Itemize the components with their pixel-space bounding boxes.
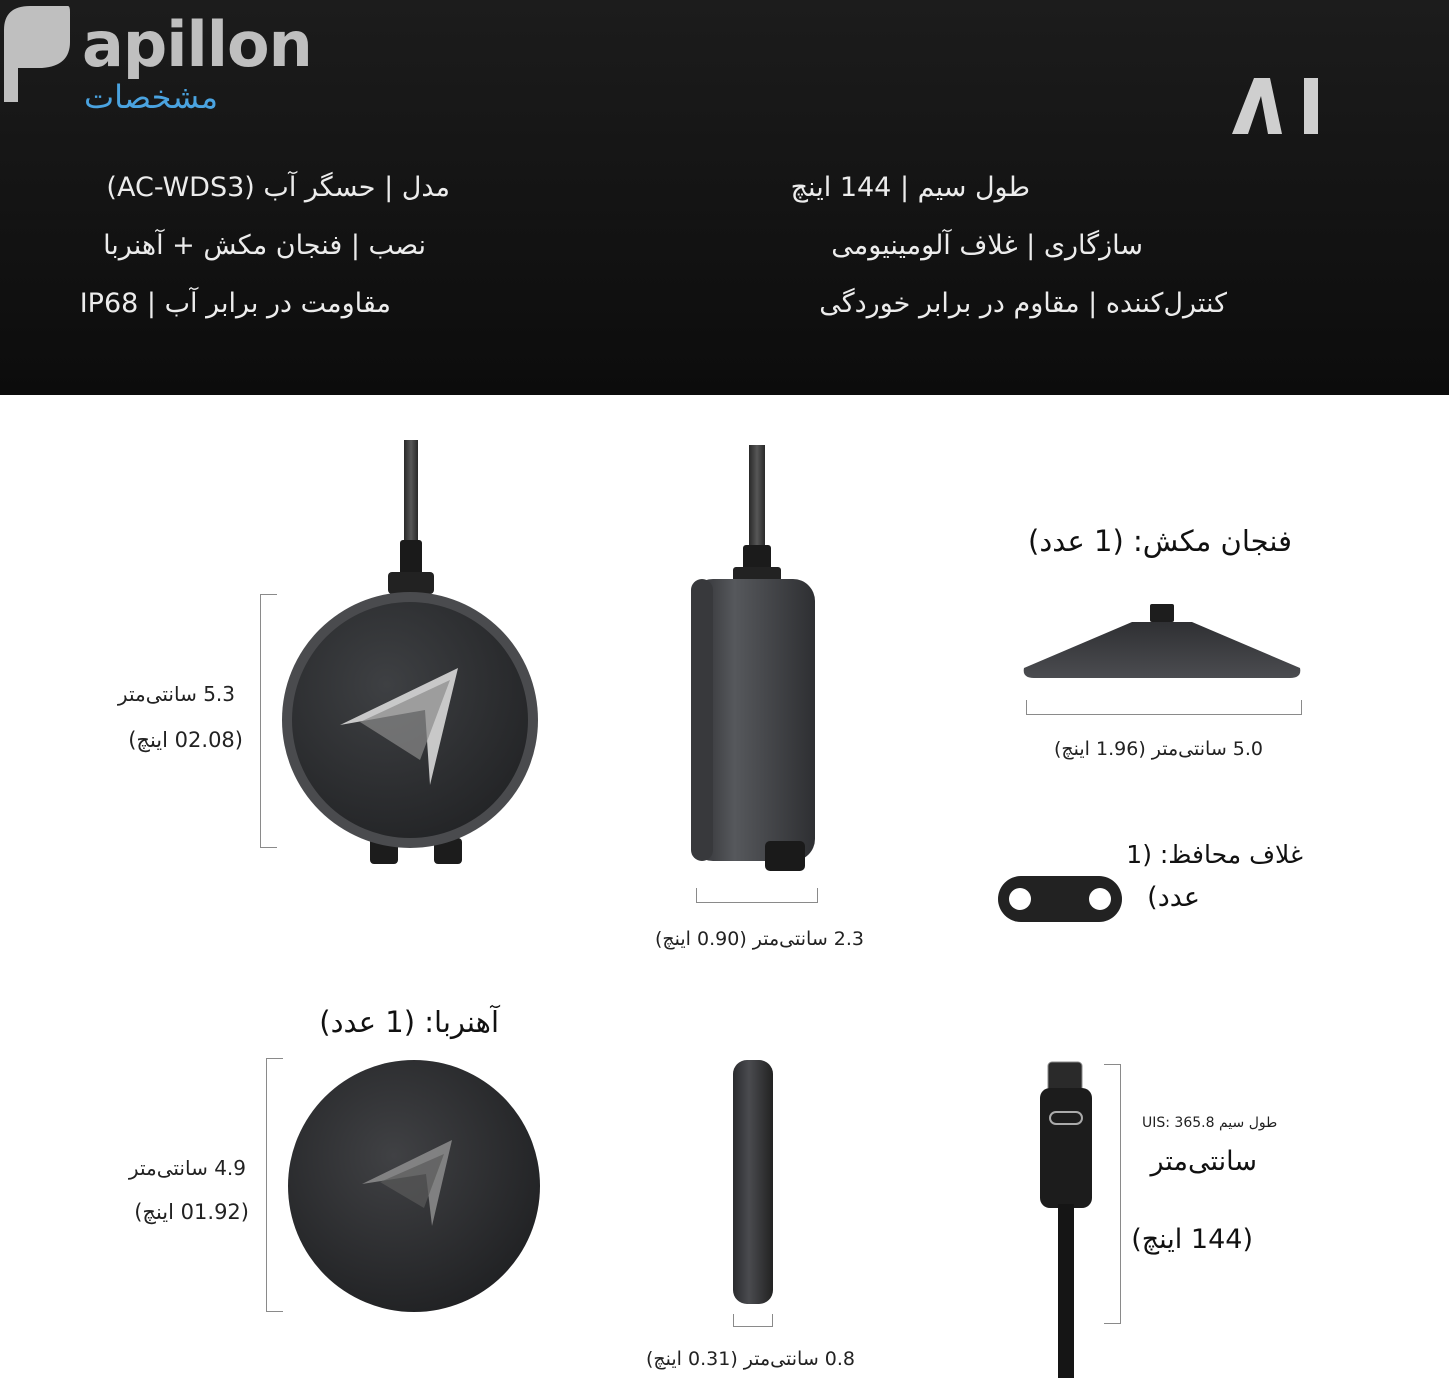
magnet-side-bracket xyxy=(733,1314,773,1327)
usb-c-cable-image xyxy=(1030,1058,1100,1378)
magnet-front-image xyxy=(284,1058,544,1314)
spec-cable-length: طول سیم | 144 اینچ xyxy=(790,172,1030,203)
magnet-size-in: (01.92 اینچ) xyxy=(134,1200,249,1224)
magnet-size-cm: 4.9 سانتی‌متر xyxy=(128,1156,246,1180)
suction-cup-title: فنجان مکش: (1 عدد) xyxy=(1028,524,1292,558)
apillon-logo-icon xyxy=(0,2,72,104)
magnet-side-size: 0.8 سانتی‌متر (0.31 اینچ) xyxy=(645,1348,855,1370)
sleeve-title-line1: غلاف محافظ: (1 xyxy=(1126,840,1303,869)
suction-cup-bracket xyxy=(1026,700,1302,715)
brand-logo-text: apillon xyxy=(82,8,312,81)
cable-length-inch: (144 اینچ) xyxy=(1131,1224,1253,1255)
sensor-front-size-cm: 5.3 سانتی‌متر xyxy=(117,682,235,706)
cable-bracket xyxy=(1104,1064,1121,1324)
cable-length-note: UIS: 365.8 طول سیم xyxy=(1142,1115,1278,1131)
spec-controller: کنترل‌کننده | مقاوم در برابر خوردگی xyxy=(819,288,1227,319)
sleeve-title-line2: عدد) xyxy=(1147,882,1200,913)
sensor-front-bracket xyxy=(260,594,277,848)
sensor-side-image xyxy=(685,445,825,880)
cable-length-unit: سانتی‌متر xyxy=(1150,1146,1257,1177)
spec-model: مدل | حسگر آب (AC-WDS3) xyxy=(106,172,450,203)
magnet-side-image xyxy=(730,1058,776,1308)
sensor-side-bracket xyxy=(696,888,818,903)
brand-mark-icon xyxy=(1230,76,1322,136)
page-subtitle: مشخصات xyxy=(84,78,218,116)
sensor-side-size: 2.3 سانتی‌متر (0.90 اینچ) xyxy=(654,928,864,950)
spec-compatibility: سازگاری | غلاف آلومینیومی xyxy=(831,230,1143,261)
spec-mounting: نصب | فنجان مکش + آهنربا xyxy=(103,230,426,261)
magnet-title: آهنربا: (1 عدد) xyxy=(319,1005,499,1039)
sleeve-image xyxy=(996,872,1126,926)
sensor-front-image xyxy=(270,440,550,870)
sensor-front-size-in: (02.08 اینچ) xyxy=(128,728,243,752)
suction-cup-image xyxy=(1020,600,1304,682)
suction-cup-size: 5.0 سانتی‌متر (1.96 اینچ) xyxy=(1053,738,1263,760)
magnet-front-bracket xyxy=(266,1058,283,1312)
spec-waterproof: مقاومت در برابر آب | IP68 xyxy=(79,288,391,319)
